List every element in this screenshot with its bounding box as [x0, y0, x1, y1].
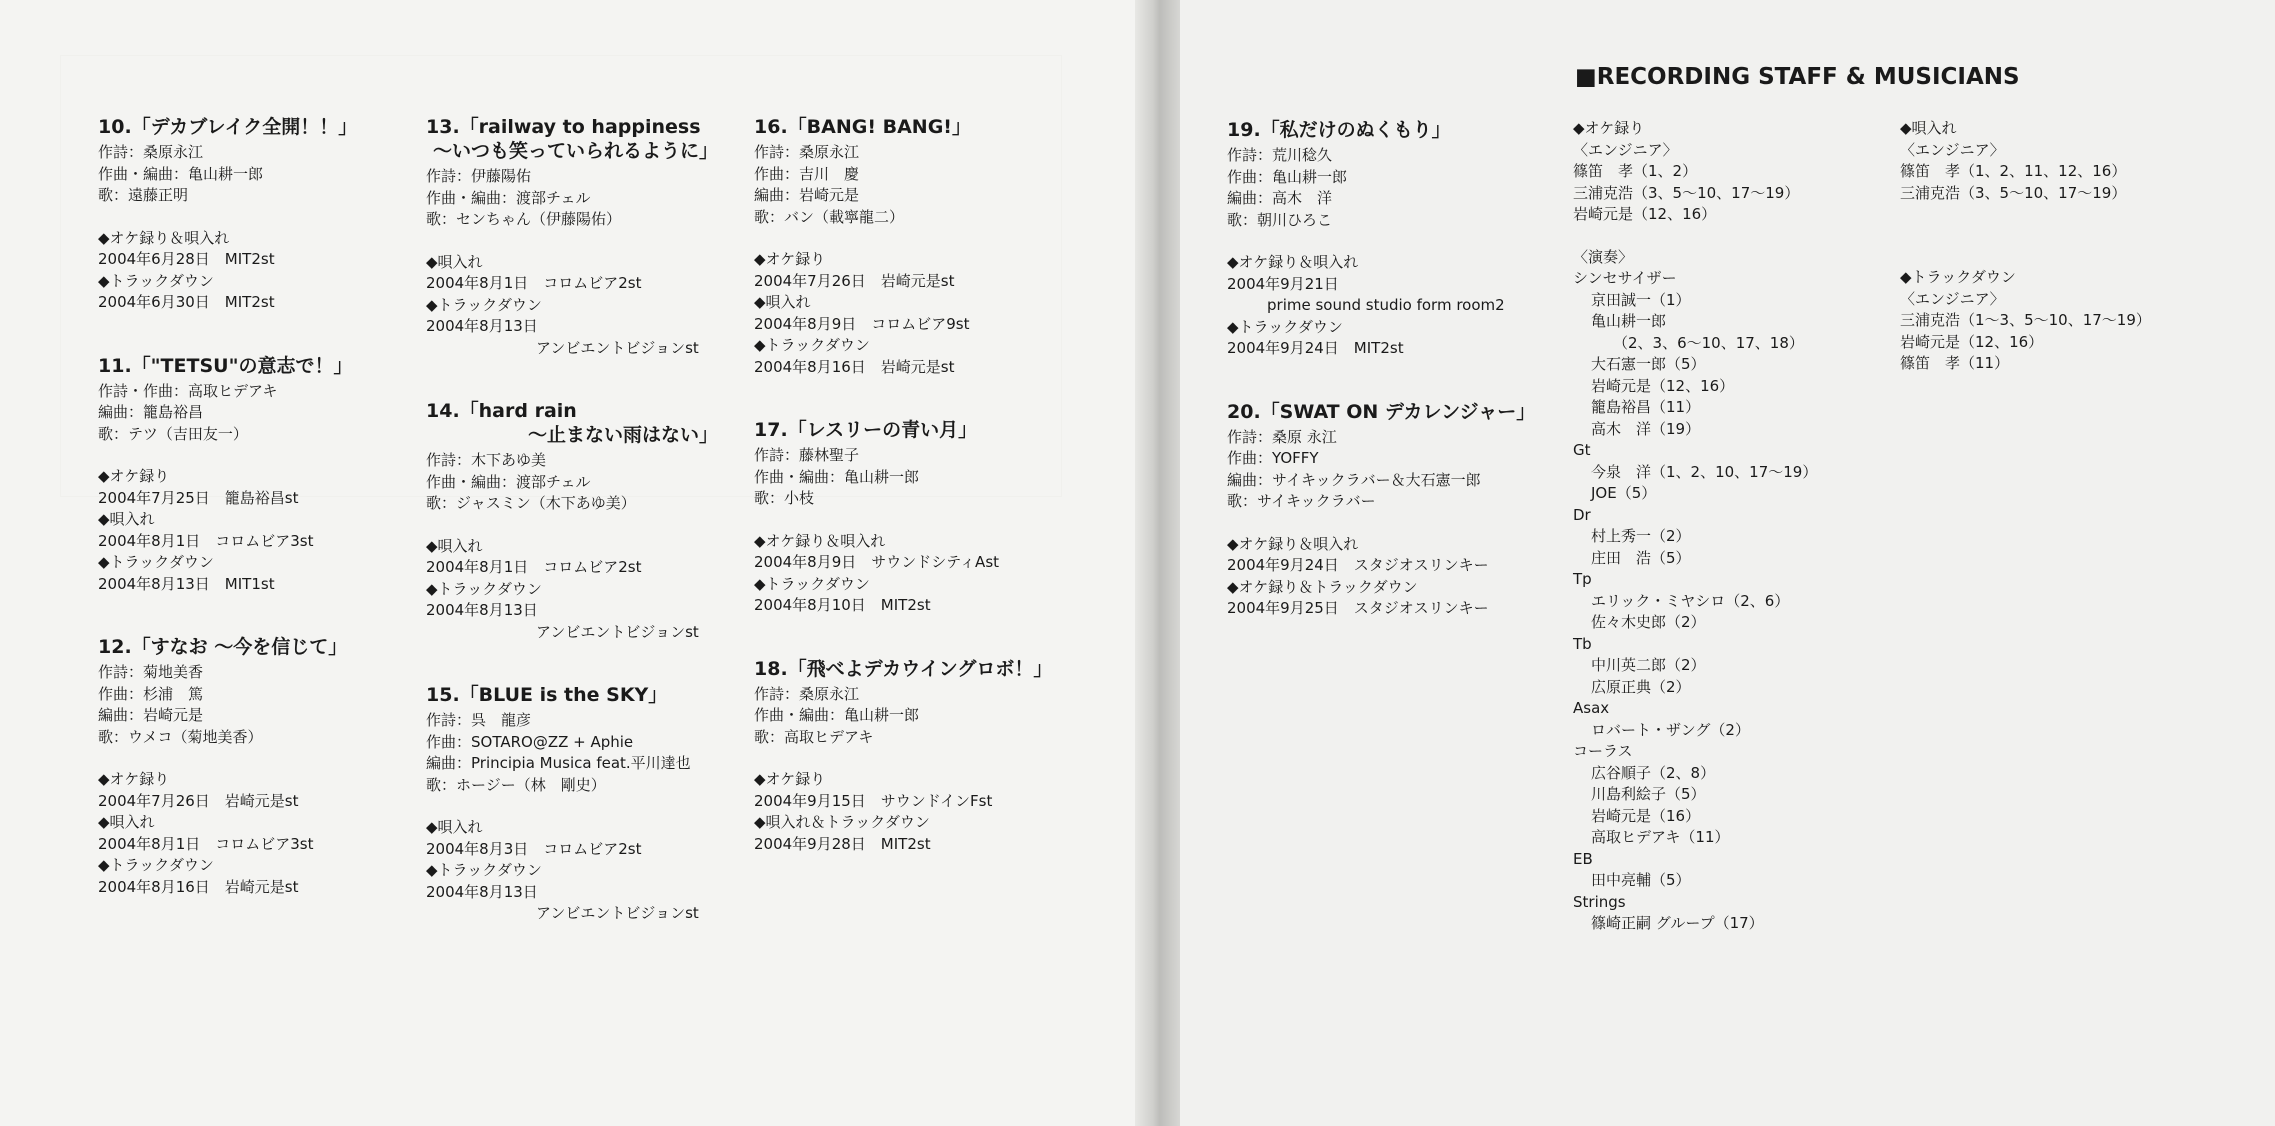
text-line: 2004年7月25日 籠島裕昌st [98, 488, 299, 507]
text-line: ◆オケ録り＆唄入れ [754, 531, 886, 550]
track-entry [1227, 400, 1535, 620]
text-line: ◆オケ録り [754, 250, 826, 268]
text-line: ◆唄入れ [754, 293, 811, 311]
text-line: EB [1573, 849, 1593, 868]
text-line: 篠崎正嗣 グループ（17） [1591, 914, 1764, 932]
text-line: 2004年9月28日 MIT2st [754, 834, 931, 853]
track-entry [98, 354, 357, 596]
text-line: コーラス [1573, 742, 1633, 760]
text-line: 〈エンジニア〉 [1900, 289, 2005, 308]
text-line: 歌：小枝 [754, 489, 815, 507]
text-line: 作詩：桑原永江 [754, 684, 860, 703]
track-title [1227, 118, 1535, 142]
track-title [98, 115, 357, 139]
track-entry [98, 115, 357, 314]
text-line: 作曲：亀山耕一郎 [1227, 167, 1348, 186]
track-title-line: ～いつも笑っていられるように」 [432, 140, 718, 162]
text-line: 庄田 浩（5） [1591, 548, 1691, 567]
text-line: 作詩：荒川稔久 [1227, 146, 1333, 164]
track-title-line: 19.「私だけのぬくもり」 [1227, 119, 1451, 141]
staff-column-2 [1900, 118, 2151, 375]
text-line: 三浦克浩（1～3、5～10、17～19） [1900, 311, 2151, 329]
text-line: 2004年8月3日 コロムビア2st [426, 839, 642, 858]
text-line: 2004年8月13日 [426, 317, 538, 335]
book-spine [1135, 0, 1180, 1126]
spacer [426, 515, 718, 536]
text-line: ◆唄入れ [426, 818, 483, 836]
text-line: 2004年6月28日 MIT2st [98, 250, 275, 268]
text-line: ◆唄入れ [426, 252, 483, 271]
track-title-line: 15.「BLUE is the SKY」 [426, 684, 668, 706]
text-line: 作曲・編曲：亀山耕一郎 [754, 467, 920, 486]
spacer [1900, 225, 2151, 246]
text-line: 作曲：杉浦 篤 [98, 684, 204, 703]
text-line: JOE（5） [1591, 484, 1657, 502]
text-line: 京田誠一（1） [1591, 290, 1691, 309]
track-title-line: 20.「SWAT ON デカレンジャー」 [1227, 400, 1536, 423]
track-entry [98, 635, 357, 898]
track-entry [426, 115, 718, 359]
text-line: 作詩：桑原永江 [98, 143, 204, 161]
track-title [754, 657, 1052, 681]
text-line: ◆オケ録り [1573, 119, 1645, 137]
text-line: 作詩：木下あゆ美 [426, 451, 547, 469]
track-title-line: 17.「レスリーの青い月」 [754, 419, 978, 441]
spacer [754, 228, 1052, 249]
text-line: 2004年9月24日 スタジオスリンキー [1227, 556, 1489, 574]
text-line: 2004年8月13日 MIT1st [98, 574, 275, 593]
text-line: 歌：センちゃん（伊藤陽佑） [426, 210, 622, 228]
text-line: 2004年6月30日 MIT2st [98, 293, 275, 311]
text-line: Tp [1573, 570, 1592, 588]
track-title-line: 13.「railway to happiness [426, 116, 701, 138]
spacer [1900, 204, 2151, 225]
text-line: ◆唄入れ [1900, 119, 1957, 137]
track-entry [754, 115, 1052, 378]
text-line: ◆トラックダウン [1900, 268, 2016, 286]
text-line: 2004年7月26日 岩崎元是st [754, 271, 955, 290]
staff-column-1 [1573, 118, 1817, 935]
text-line: 2004年8月9日 コロムビア9st [754, 314, 970, 333]
text-line: 編曲：岩崎元是 [98, 706, 204, 724]
text-line: 歌：朝川ひろこ [1227, 210, 1333, 229]
track-entry [426, 683, 718, 925]
text-line: ◆唄入れ [98, 510, 155, 528]
text-line: 高取ヒデアキ（11） [1591, 828, 1730, 846]
text-line: ◆トラックダウン [426, 861, 542, 879]
text-line: 2004年8月1日 コロムビア2st [426, 558, 642, 576]
track-title-line: 10.「デカブレイク全開！！」 [98, 116, 358, 138]
text-line: シンセサイザー [1573, 269, 1677, 287]
text-line: ◆トラックダウン [98, 271, 214, 290]
text-line: 2004年8月16日 岩崎元是st [98, 877, 299, 896]
text-line: 〈エンジニア〉 [1573, 140, 1678, 159]
text-line: （2、3、6～10、17、18） [1613, 333, 1804, 352]
text-line: 亀山耕一郎 [1591, 312, 1667, 330]
text-line: アンビエントビジョンst [536, 622, 699, 641]
text-line: 三浦克浩（3、5～10、17～19） [1573, 183, 1800, 202]
text-line: ◆唄入れ [426, 536, 483, 555]
right-track-column [1227, 118, 1535, 660]
text-line: Tb [1573, 634, 1592, 653]
text-line: 〈演奏〉 [1573, 247, 1634, 266]
text-line: ◆オケ録り＆唄入れ [1227, 534, 1359, 553]
text-line: 三浦克浩（3、5～10、17～19） [1900, 183, 2127, 202]
text-line: アンビエントビジョンst [536, 338, 699, 357]
text-line: ◆オケ録り [98, 770, 170, 788]
text-line: 中川英二郎（2） [1591, 656, 1706, 674]
text-line: 歌：遠藤正明 [98, 186, 189, 204]
track-title [426, 399, 718, 447]
text-line: 岩崎元是（12、16） [1591, 376, 1735, 395]
spacer [754, 748, 1052, 769]
text-line: 2004年9月21日 [1227, 274, 1339, 293]
text-line: 篠笛 孝（1、2、11、12、16） [1900, 162, 2127, 180]
text-line: 歌：バン（載寧龍二） [754, 207, 905, 226]
text-line: 歌：ジャスミン（木下あゆ美） [426, 494, 636, 512]
track-title-line: 11.「"TETSU"の意志で！」 [98, 354, 353, 377]
text-line: 作詩：桑原 永江 [1227, 427, 1337, 446]
text-line: 2004年8月10日 MIT2st [754, 596, 931, 614]
text-line: 歌：ウメコ（菊地美香） [98, 727, 263, 746]
text-line: 川島利絵子（5） [1591, 785, 1706, 803]
text-line: 2004年7月26日 岩崎元是st [98, 791, 299, 810]
text-line: ◆オケ録り [98, 467, 170, 485]
text-line: 歌：高取ヒデアキ [754, 727, 874, 746]
track-entry [1227, 118, 1535, 360]
text-line: 編曲：籠島裕昌 [98, 403, 204, 421]
text-line: 歌：サイキックラバー [1227, 492, 1376, 510]
text-line: 作詩：呉 龍彦 [426, 711, 532, 729]
text-line: 村上秀一（2） [1591, 527, 1691, 545]
left-column-1 [98, 115, 357, 938]
spacer [98, 445, 357, 466]
text-line: ◆オケ録り＆唄入れ [1227, 253, 1359, 271]
track-title [426, 115, 718, 163]
track-entry [754, 418, 1052, 617]
text-line: Strings [1573, 892, 1626, 911]
text-line: Asax [1573, 699, 1610, 717]
text-line: 2004年9月24日 MIT2st [1227, 339, 1404, 357]
spacer [1573, 226, 1817, 247]
text-line: 2004年9月15日 サウンドインFst [754, 791, 993, 810]
text-line: 歌：ホージー（林 剛史） [426, 775, 606, 794]
text-line: 〈エンジニア〉 [1900, 140, 2005, 159]
text-line: 大石憲一郎（5） [1591, 355, 1706, 373]
left-column-2 [426, 115, 718, 965]
track-title [98, 635, 357, 659]
text-line: 2004年8月13日 [426, 601, 538, 619]
track-entry [754, 657, 1052, 856]
text-line: ◆トラックダウン [426, 295, 542, 314]
text-line: ◆唄入れ＆トラックダウン [754, 813, 930, 831]
text-line: 篠笛 孝（11） [1900, 354, 2010, 372]
text-line: 2004年8月16日 岩崎元是st [754, 357, 955, 376]
text-line: prime sound studio form room2 [1267, 296, 1505, 314]
text-line: 岩崎元是（16） [1591, 806, 1701, 825]
text-line: 作曲：YOFFY [1227, 449, 1319, 467]
left-column-3 [754, 115, 1052, 895]
text-line: ◆トラックダウン [754, 336, 870, 354]
text-line: ロバート・ザング（2） [1591, 720, 1750, 739]
text-line: 作詩：伊藤陽佑 [426, 167, 532, 185]
text-line: ◆トラックダウン [98, 856, 214, 874]
text-line: 2004年8月1日 コロムビア3st [98, 531, 314, 550]
text-line: 広谷順子（2、8） [1591, 763, 1716, 782]
track-title-line: 16.「BANG! BANG!」 [754, 116, 971, 138]
text-line: 作曲・編曲：亀山耕一郎 [754, 706, 920, 724]
text-line: 作詩：菊地美香 [98, 663, 204, 681]
text-line: 佐々木史郎（2） [1591, 613, 1706, 631]
text-line: 田中亮輔（5） [1591, 871, 1691, 889]
track-title [1227, 400, 1535, 424]
text-line: 作曲：SOTARO@ZZ + Aphie [426, 732, 634, 751]
text-line: ◆トラックダウン [98, 553, 214, 571]
text-line: 2004年8月1日 コロムビア2st [426, 274, 642, 292]
track-title-line: 18.「飛べよデカウイングロボ！」 [754, 657, 1053, 680]
spacer [1227, 513, 1535, 534]
track-entry [426, 399, 718, 643]
text-line: 2004年8月1日 コロムビア3st [98, 834, 314, 853]
track-title-line: 12.「すなお ～今を信じて」 [98, 636, 348, 658]
text-line: Gt [1573, 441, 1591, 459]
text-line: 岩崎元是（12、16） [1573, 205, 1717, 223]
text-line: 編曲：Principia Musica feat.平川達也 [426, 754, 691, 772]
text-line: ◆オケ録り＆唄入れ [98, 228, 230, 247]
text-line: 2004年9月25日 スタジオスリンキー [1227, 599, 1489, 617]
spacer [426, 231, 718, 252]
text-line: 編曲：高木 洋 [1227, 189, 1333, 207]
text-line: 作詩・作曲：高取ヒデアキ [98, 381, 278, 400]
spacer [754, 510, 1052, 531]
track-title-line: ～止まない雨はない」 [527, 424, 718, 446]
text-line: 作詩：藤林聖子 [754, 446, 860, 464]
track-title [754, 115, 1052, 139]
text-line: ◆トラックダウン [426, 579, 542, 598]
spacer [426, 796, 718, 817]
text-line: ◆オケ録り＆トラックダウン [1227, 577, 1418, 596]
text-line: 歌：テツ（吉田友一） [98, 424, 248, 443]
text-line: 編曲：サイキックラバー＆大石憲一郎 [1227, 470, 1481, 489]
text-line: 作曲：吉川 慶 [754, 164, 860, 183]
staff-heading: ■RECORDING STAFF & MUSICIANS [1575, 64, 2020, 90]
text-line: 作曲・編曲：亀山耕一郎 [98, 164, 264, 183]
text-line: 高木 洋（19） [1591, 419, 1701, 438]
track-title-line: 14.「hard rain [426, 400, 577, 422]
text-line: 篠笛 孝（1、2） [1573, 162, 1698, 180]
text-line: 籠島裕昌（11） [1591, 398, 1701, 416]
text-line: 2004年8月13日 [426, 882, 538, 901]
text-line: 作曲・編曲：渡部チェル [426, 472, 591, 491]
text-line: 2004年8月9日 サウンドシティAst [754, 553, 1000, 571]
spacer [1227, 231, 1535, 252]
text-line: 今泉 洋（1、2、10、17～19） [1591, 462, 1818, 481]
text-line: 岩崎元是（12、16） [1900, 332, 2044, 351]
text-line: ◆トラックダウン [754, 574, 870, 593]
text-line: 作詩：桑原永江 [754, 143, 860, 161]
spacer [98, 748, 357, 769]
text-line: Dr [1573, 505, 1591, 524]
track-title [98, 354, 357, 378]
text-line: ◆トラックダウン [1227, 317, 1343, 336]
spacer [1900, 246, 2151, 267]
text-line: アンビエントビジョンst [536, 904, 699, 922]
text-line: 広原正典（2） [1591, 677, 1691, 696]
spacer [98, 207, 357, 228]
track-title [426, 683, 718, 707]
text-line: エリック・ミヤシロ（2、6） [1591, 591, 1790, 610]
text-line: ◆オケ録り [754, 770, 826, 788]
text-line: 編曲：岩崎元是 [754, 186, 860, 204]
text-line: 作曲・編曲：渡部チェル [426, 188, 591, 207]
text-line: ◆唄入れ [98, 813, 155, 831]
track-title [754, 418, 1052, 442]
